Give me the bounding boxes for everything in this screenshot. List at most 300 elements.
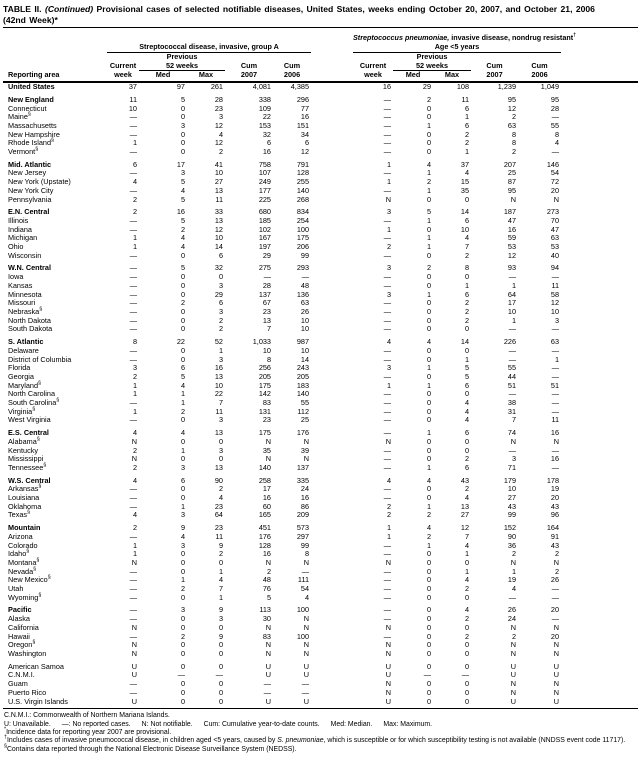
table-row [3,594,638,603]
value-cell: 52 [214,337,223,347]
value-cell: — [129,250,137,260]
trailing-space [561,542,638,551]
value-cell: 0 [426,566,432,576]
value-cell: N [510,557,517,567]
value-cell: 23 [214,501,223,511]
value-cell: N [385,640,392,650]
reporting-area-cell [3,464,107,473]
value-cell: — [551,345,560,355]
value-cell: 20 [550,493,560,503]
value-cell: 6 [180,363,185,373]
trailing-space [561,680,638,689]
value-cell: 37 [128,82,137,92]
value-cell: 0 [426,661,432,671]
value-cell: 0 [426,640,432,650]
value-cell: N [303,436,310,446]
column-gap [311,299,353,308]
table-row [3,252,638,261]
value-cell: — [129,224,137,234]
value-cell: 6 [464,120,470,130]
value-cell: 2 [464,584,470,594]
table-row [3,464,638,473]
value-cell: 2 [426,94,432,104]
trailing-space [561,382,638,391]
reporting-area-label: Colorado [8,540,38,550]
value-cell: N [265,557,271,567]
value-cell: 1 [426,462,432,472]
value-cell: 4 [426,337,432,347]
reporting-area-label: American Samoa [8,661,64,671]
value-cell: 63 [507,120,517,130]
value-cell: 258 [258,475,271,485]
table-row [3,485,638,494]
reporting-area-label: New Hampshire [8,129,60,139]
group-b-subtitle: Age <5 years [434,41,480,51]
table-row [3,408,638,417]
value-cell: 4 [180,380,185,390]
value-cell: — [551,363,560,373]
value-cell: 0 [180,557,185,567]
trailing-space [561,689,638,698]
value-cell: — [423,670,432,680]
value-cell: N [553,687,560,697]
reporting-area-label: Florida [8,363,31,373]
column-gap [311,252,353,261]
value-cell: 19 [507,575,517,585]
value-cell: 3 [180,540,185,550]
column-gap [311,455,353,464]
value-cell: 24 [507,614,517,624]
value-cell: 99 [300,250,310,260]
trailing-space [561,92,638,105]
value-cell: 39 [300,445,310,455]
trailing-space [561,131,638,140]
value-cell: — [383,454,392,464]
value-cell: 0 [180,687,185,697]
table-row [3,105,638,114]
value-cell: 0 [426,280,432,290]
value-cell: 13 [460,501,470,511]
value-cell: 23 [262,306,271,316]
table-row [3,425,638,438]
value-cell: 1 [426,380,432,390]
trailing-space [561,390,638,399]
value-cell: 4 [132,177,137,187]
value-cell: 6 [464,103,470,113]
value-cell: 0 [426,649,432,658]
value-cell: 10 [460,224,470,234]
value-cell: 43 [460,475,470,485]
value-cell: N [510,649,517,658]
value-cell: 11 [551,280,560,290]
value-cell: 72 [550,177,560,187]
value-cell: 27 [460,510,470,520]
cum-label-a2: Cum [283,61,301,71]
value-cell: 6 [464,215,470,225]
table-row [3,520,638,533]
reporting-area-label: Maine [8,112,28,122]
value-cell: 0 [464,679,470,689]
value-cell: 0 [464,592,470,602]
value-cell: — [383,428,392,438]
value-cell: 4 [386,337,392,347]
value-cell: 74 [507,428,517,438]
value-cell: 2 [511,112,517,122]
value-cell: 0 [464,272,470,282]
reporting-area-label: Mid. Atlantic [8,159,52,169]
column-gap [311,204,353,217]
value-cell: — [263,679,271,689]
value-cell: 256 [258,363,271,373]
value-cell: U [303,661,310,671]
value-cell: — [129,592,137,602]
column-gap [311,511,353,520]
legend-max: Max: Maximum. [383,720,433,728]
value-cell: 16 [262,549,271,559]
value-cell: — [301,566,310,576]
value-cell: 1 [180,501,185,511]
value-cell: 1 [180,389,185,399]
value-cell: 0 [218,454,223,464]
reporting-area-cell [3,594,107,603]
value-cell: 176 [296,428,310,438]
value-cell: U [131,661,137,671]
value-cell: 153 [258,120,271,130]
value-cell: 0 [218,640,223,650]
value-cell: 0 [180,696,185,706]
column-gap [311,408,353,417]
value-cell: 137 [258,289,271,299]
value-cell: 1 [386,380,392,390]
value-cell: 5 [180,371,185,381]
value-cell: 95 [507,185,517,195]
reporting-area-label: Washington [8,649,47,658]
value-cell: 225 [258,194,271,204]
value-cell: 4 [464,415,470,425]
value-cell: 83 [262,631,271,641]
value-cell: 5 [464,363,470,373]
value-cell: 834 [296,207,310,217]
reporting-area-label: Indiana [8,224,32,234]
value-cell: 0 [426,354,432,364]
column-gap [311,356,353,365]
section-text: Contains data reported through the National Electronic Disease Surveillance System (NEDSS). [6,745,297,753]
trailing-space [561,273,638,282]
value-cell: N [553,436,560,446]
footnote-marker: § [32,639,36,646]
value-cell: 54 [550,168,560,178]
value-cell: 1 [464,147,470,157]
table-row [3,92,638,105]
value-cell: — [129,298,137,308]
cum-label-b1: Cum [486,61,503,71]
value-cell: 297 [296,531,310,541]
value-cell: — [551,389,560,399]
value-cell: — [383,354,392,364]
value-cell: 5 [180,94,185,104]
table-row [3,217,638,226]
value-cell: 1 [386,159,392,169]
value-cell: — [383,324,392,334]
value-cell: 3 [386,363,392,373]
med-label-b: Med [393,71,433,82]
value-cell: 0 [180,147,185,157]
value-cell: 10 [214,168,223,178]
value-cell: 4 [180,428,185,438]
value-cell: 5 [426,207,432,217]
trailing-space [561,122,638,131]
value-cell: 0 [180,250,185,260]
value-cell: — [383,298,392,308]
value-cell: 53 [507,242,517,252]
value-cell: U [553,696,560,706]
value-cell: 0 [426,250,432,260]
value-cell: 1 [426,289,432,299]
value-cell: 5 [464,371,470,381]
value-cell: 0 [180,315,185,325]
value-cell: 4 [426,159,432,169]
value-cell: 20 [550,185,560,195]
value-cell: 70 [550,215,560,225]
reporting-area-label: United States [8,82,55,92]
value-cell: 29 [262,250,271,260]
table-row [3,494,638,503]
value-cell: U [303,696,310,706]
value-cell: 0 [426,445,432,455]
value-cell: N [385,679,392,689]
value-cell: 0 [464,696,470,706]
value-cell: — [301,272,310,282]
table-row [3,169,638,178]
value-cell: 8 [464,263,470,273]
value-cell: 0 [464,687,470,697]
value-cell: 63 [300,298,310,308]
table-row [3,550,638,559]
value-cell: N [131,454,137,464]
reporting-area-cell [3,511,107,520]
value-cell: — [383,215,392,225]
reporting-area-label: Wisconsin [8,250,42,260]
table-row [3,390,638,399]
table-row [3,178,638,187]
trailing-space [561,503,638,512]
value-cell: 2 [180,584,185,594]
table-row [3,585,638,594]
value-cell: 10 [214,233,223,243]
value-cell: 6 [266,138,271,148]
reporting-area-label: Oregon [8,640,33,650]
value-cell: 2 [386,242,392,252]
value-cell: 2 [426,510,432,520]
table-row [3,148,638,157]
value-cell: 0 [464,345,470,355]
footnote-dagger [4,737,638,745]
value-cell: 58 [550,289,560,299]
column-gap [311,30,353,52]
value-cell: 4 [132,428,137,438]
column-gap [311,148,353,157]
column-gap [311,542,353,551]
column-gap [311,382,353,391]
value-cell: 5 [180,194,185,204]
reporting-area-label: Alabama [8,436,37,446]
reporting-area-label: Hawaii [8,631,30,641]
value-cell: 13 [214,371,223,381]
value-cell: 100 [296,224,310,234]
value-cell: — [129,398,137,408]
reporting-area-label: Illinois [8,215,29,225]
value-cell: 2 [464,306,470,316]
value-cell: 12 [550,298,560,308]
reporting-area-label: District of Columbia [8,354,72,364]
trailing-space [561,633,638,642]
footnote-marker: § [51,137,54,144]
reporting-area-label: Guam [8,679,28,689]
reporting-area-label: Utah [8,584,24,594]
value-cell: 113 [259,605,271,615]
value-cell: 3 [218,354,223,364]
value-cell: 0 [180,679,185,689]
table-row [3,576,638,585]
value-cell: 32 [214,263,223,273]
title-prefix: TABLE II. [3,4,45,14]
column-gap [311,447,353,456]
value-cell: 0 [426,493,432,503]
value-cell: 0 [426,389,432,399]
value-cell: 2 [554,566,560,576]
value-cell: 2 [266,566,271,576]
reporting-area-label: Rhode Island [8,138,52,148]
value-cell: 2 [218,324,223,334]
column-gap [311,416,353,425]
column-gap [311,559,353,568]
value-cell: 29 [214,289,223,299]
value-cell: 2 [218,549,223,559]
value-cell: 4,385 [290,82,310,92]
value-cell: 4 [218,575,223,585]
group-a-header [107,30,311,52]
value-cell: — [383,540,392,550]
value-cell: 1 [464,280,470,290]
column-gap [311,178,353,187]
value-cell: 47 [507,215,517,225]
value-cell: 4 [554,138,560,148]
value-cell: 1 [464,549,470,559]
value-cell: 2 [464,315,470,325]
value-cell: 33 [214,207,223,217]
value-cell: N [265,640,271,650]
value-cell: 2 [464,614,470,624]
value-cell: 55 [550,120,560,130]
column-gap [311,291,353,300]
value-cell: — [129,531,137,541]
value-cell: 16 [300,493,310,503]
reporting-area-label: California [8,622,39,632]
table-row [3,533,638,542]
value-cell: 1 [426,168,432,178]
value-cell: 0 [218,661,223,671]
value-cell: U [385,661,392,671]
value-cell: 43 [507,501,517,511]
value-cell: — [383,129,392,139]
value-cell: 0 [426,298,432,308]
value-cell: — [383,120,392,130]
value-cell: 179 [503,475,517,485]
value-cell: 99 [507,510,517,520]
value-cell: 1 [426,185,432,195]
value-cell: 12 [507,103,517,113]
value-cell: 17 [262,484,271,494]
value-cell: 0 [180,324,185,334]
column-gap [311,650,353,659]
value-cell: — [129,315,137,325]
value-cell: 1 [426,363,432,373]
value-cell: 1 [132,138,137,148]
reporting-area-cell [3,252,107,261]
value-cell: N [510,687,517,697]
value-cell: 187 [503,207,517,217]
value-cell: U [265,670,271,680]
title-rule [3,27,638,28]
trailing-space [561,568,638,577]
value-cell: N [510,436,517,446]
value-cell: 17 [176,159,185,169]
reporting-area-label: Mountain [8,523,41,533]
trailing-space [561,533,638,542]
y2007-label-a: 2007 [225,71,273,82]
value-cell: 0 [426,103,432,113]
value-cell: — [508,324,517,334]
trailing-space [561,139,638,148]
value-cell: 2 [511,549,517,559]
table-row [3,82,638,92]
table-row [3,438,638,447]
value-cell: 16 [300,112,310,122]
value-cell: 95 [507,94,517,104]
reporting-area-label: Arizona [8,531,33,541]
star-text: Incidence data for reporting year 2007 are provisional. [6,729,172,737]
title-continued: (Continued) [44,4,94,14]
value-cell: — [383,233,392,243]
value-cell: — [129,566,137,576]
value-cell: 1 [132,233,137,243]
value-cell: — [383,605,392,615]
reporting-area-label: S. Atlantic [8,337,44,347]
value-cell: 1 [132,540,137,550]
value-cell: 165 [258,510,271,520]
value-cell: 2 [132,194,137,204]
value-cell: 0 [180,280,185,290]
value-cell: 2 [464,250,470,260]
trailing-space [561,399,638,408]
section-marker: § [4,743,7,750]
value-cell: 11 [215,406,223,416]
table-row [3,503,638,512]
value-cell: 13 [214,428,223,438]
table-row [3,325,638,334]
value-cell: 167 [258,233,271,243]
value-cell: 3 [180,510,185,520]
value-cell: 77 [300,103,310,113]
value-cell: — [383,415,392,425]
value-cell: 10 [214,380,223,390]
value-cell: U [510,661,517,671]
value-cell: 2 [132,462,137,472]
value-cell: 86 [300,501,310,511]
reporting-area-label: Connecticut [8,103,47,113]
value-cell: — [263,272,271,282]
column-gap [311,550,353,559]
